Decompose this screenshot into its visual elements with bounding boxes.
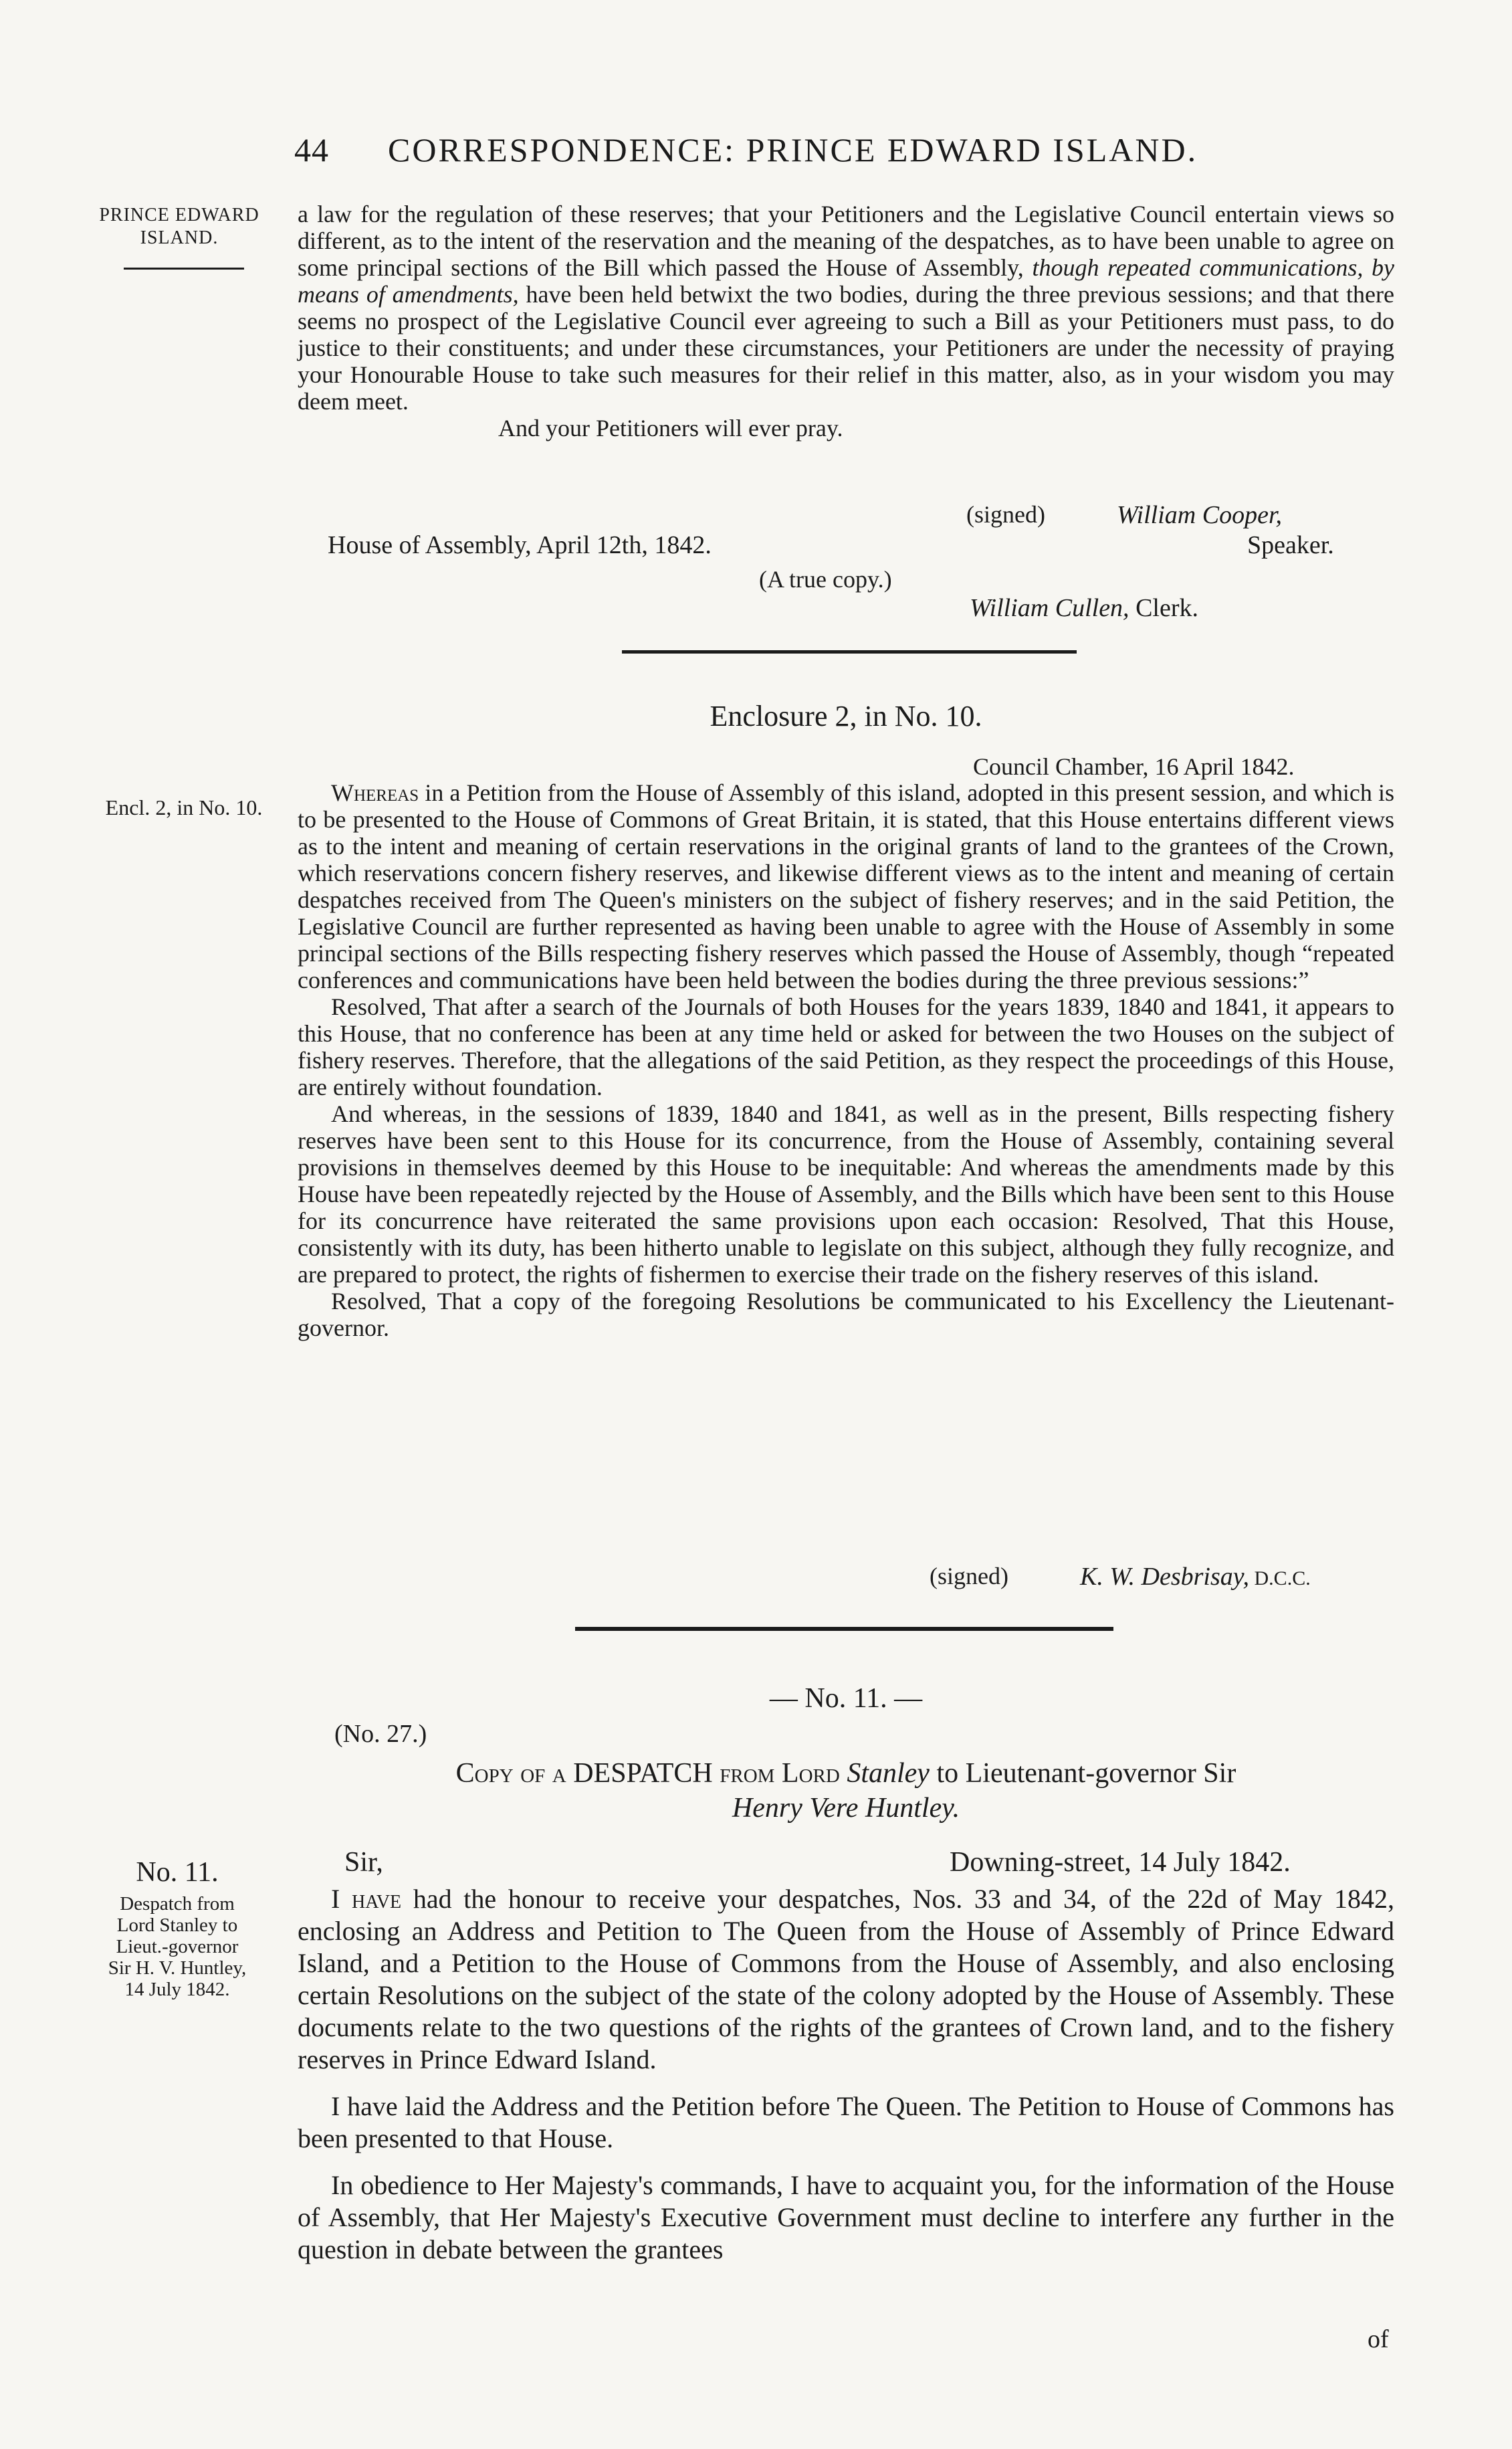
despatch-salutation: Sir, [344, 1847, 383, 1878]
page-number: 44 [294, 131, 329, 169]
enclosure-text [298, 779, 1394, 1341]
enclosure-p3: And whereas, in the sessions of 1839, 1840 and 1841, as well as in the present, Bills respecting fishery reserves have been sent to this House for its concurrence, from the House of Assembly, containing several provisions in themselves deemed by this House to be inequitable: And whereas the amendments made by this House have been repeatedly rejected by the House of Assembly, and the Bills which have been sent to this House for its concurrence have reiterated the same provisions upon each occasion: Resolved, That this House, consistently with its duty, has been hitherto unable to legislate on this subject, although they fully recognize, and are prepared to protect, the rights of fishermen to exercise their trade on the fishery reserves of this island. [298, 1100, 1394, 1288]
enclosure-place-date: Council Chamber, 16 April 1842. [973, 753, 1295, 780]
enclosure-signer: K. W. Desbrisay, [1080, 1563, 1250, 1591]
despatch-title-mid: to Lieutenant-governor Sir [929, 1758, 1236, 1789]
petition-signer-title: Speaker. [1247, 531, 1334, 559]
running-header [294, 130, 1391, 169]
petition-signer: William Cooper, [1117, 501, 1283, 529]
despatch-place-date: Downing-street, 14 July 1842. [950, 1847, 1291, 1878]
petition-p1-post: have been held betwixt the two bodies, during the three previous sessions; and that there seems no prospect of the Legislative Council ever agreeing to such a Bill as your Petitioners must pass, to do justice to their constituents; and under these circumstances, your Petitioners are under the necessity of praying your Honourable House to take such measures for their relief in this matter, also, as in your wisdom you may deem meet. [298, 281, 1395, 415]
despatch-ref: (No. 27.) [334, 1720, 427, 1748]
margin-desc-line: Despatch from [120, 1893, 235, 1915]
margin-desc-line: Lieut.-governor [116, 1936, 239, 1957]
petition-place-date: House of Assembly, April 12th, 1842. [328, 531, 712, 559]
enclosure-p2: Resolved, That after a search of the Journals of both Houses for the years 1839, 1840 and 1841, it appears to this House, that no conference has been at any time held or asked for between the two Houses on the subject of fishery reserves. Therefore, that the allegations of the said Petition, as they respect the proceedings of this House, are entirely without foundation. [298, 993, 1394, 1100]
section-rule-2 [575, 1627, 1113, 1631]
enclosure-signed: (signed) [930, 1563, 1008, 1589]
catchword: of [1368, 2325, 1389, 2353]
despatch-text [298, 1883, 1394, 2266]
petition-text [298, 201, 1394, 442]
despatch-p1-cap: I have [331, 1884, 402, 1914]
running-title: CORRESPONDENCE: PRINCE EDWARD ISLAND. [388, 131, 1198, 169]
petition-clerk-name: William Cullen, [970, 594, 1129, 622]
petition-p1-italic: though repeated communications, by means of amendments, [298, 254, 1395, 308]
despatch-title [298, 1756, 1394, 1826]
margin-encl-label: Encl. 2, in No. 10. [105, 795, 263, 819]
enclosure-whereas: Whereas [331, 779, 419, 806]
section-rule-1 [622, 650, 1077, 654]
enclosure-signer-title: D.C.C. [1249, 1567, 1311, 1589]
margin-desc-line: Lord Stanley to [116, 1915, 238, 1936]
enclosure-p1: in a Petition from the House of Assembly of this island, adopted in this present session, and which is to be presented to the House of Commons of Great Britain, it is stated, that this House entertains different views as to the intent and meaning of certain reservations in the original grants of land to the grantees of the Crown, which reservations concern fishery reserves, and likewise different views as to the intent and meaning of certain despatches received from The Queen's ministers on the subject of fishery reserves; and in the said Petition, the Legislative Council are further represented as having been unable to agree with the House of Assembly in some principal sections of the Bills respecting fishery reserves which passed the House of Assembly, though “repeated conferences and communications have been held between the bodies during the three previous sessions:” [298, 779, 1394, 993]
enclosure-title: Enclosure 2, in No. 10. [710, 700, 982, 732]
despatch-p2: I have laid the Address and the Petition before The Queen. The Petition to House of Commons has been presented to that House. [298, 2091, 1394, 2153]
margin-no11-desc [70, 1893, 284, 2000]
petition-closing: And your Petitioners will ever pray. [498, 415, 843, 442]
petition-true-copy: (A true copy.) [759, 566, 892, 593]
petition-signed: (signed) [966, 501, 1045, 528]
margin-desc-line: 14 July 1842. [124, 1979, 230, 2000]
despatch-title-pre: Copy of a DESPATCH from Lord [455, 1758, 847, 1789]
margin-no11-label: No. 11. [136, 1857, 219, 1888]
despatch-title-stanley: Stanley [847, 1758, 930, 1789]
petition-clerk-title: Clerk. [1129, 594, 1198, 622]
despatch-p1: had the honour to receive your despatches, Nos. 33 and 34, of the 22d of May 1842, enclosing an Address and Petition to The Queen from the House of Assembly of Prince Edward Island, and a Petition to the House of Commons from the House of Assembly, and also enclosing certain Resolutions on the subject of the state of the colony adopted by the House of Assembly. These documents relate to the two questions of the rights of the grantees of Crown land, and to the fishery reserves in Prince Edward Island. [298, 1884, 1394, 2074]
despatch-title-line2: Henry Vere Huntley. [732, 1793, 960, 1824]
margin-desc-line: Sir H. V. Huntley, [108, 1957, 247, 1979]
enclosure-p4: Resolved, That a copy of the foregoing Resolutions be communicated to his Excellency the Lieutenant-governor. [298, 1288, 1394, 1341]
margin-divider [124, 268, 244, 270]
margin-section-label: PRINCE EDWARD ISLAND. [99, 205, 259, 248]
despatch-number: — No. 11. — [769, 1683, 923, 1714]
despatch-p3: In obedience to Her Majesty's commands, I have to acquaint you, for the information of the House of Assembly, that Her Majesty's Executive Government must decline to interfere any further in the question in debate between the grantees [298, 2170, 1394, 2264]
petition-p1-pre: a law for the regulation of these reserves; that your Petitioners and the Legislative Council entertain views so different, as to the intent of the reservation and the meaning of the despatches, as to have been unable to agree on some principal sections of the Bill which passed the House of Assembly, [298, 201, 1394, 281]
